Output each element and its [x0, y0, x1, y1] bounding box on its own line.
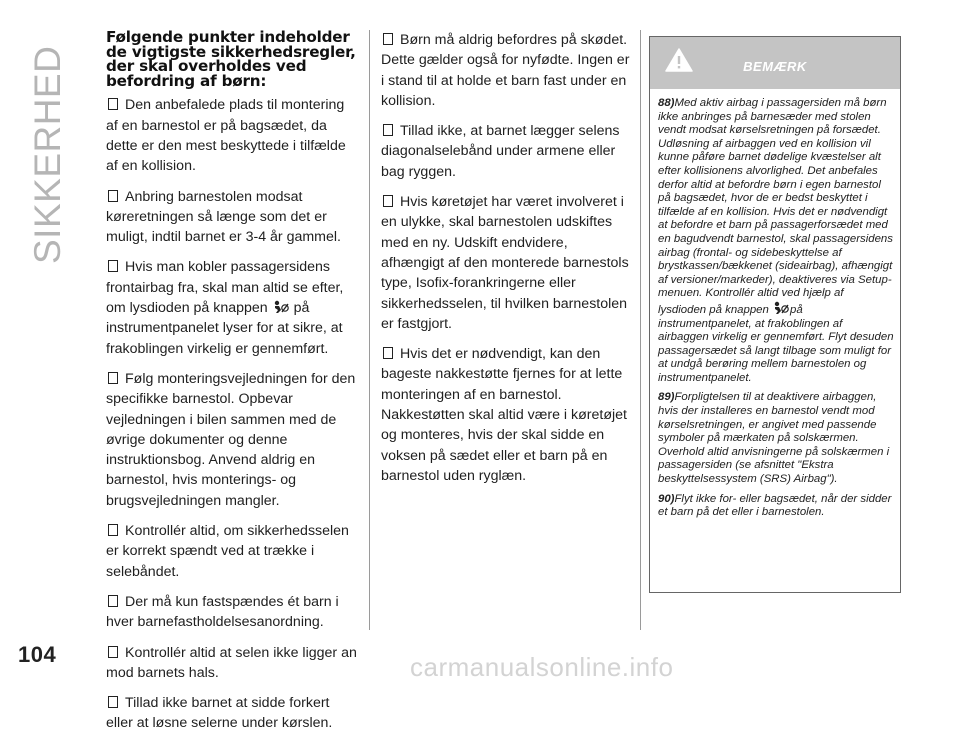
checkbox-icon [383, 347, 393, 359]
bullet-item: Hvis det er nødvendigt, kan den bageste nakkestøtte fjernes for at lette monteringen af en barnestol. Nakkestøtten skal altid være i køretøjet og monteres, hvis der skal sidde en voksen på sædet eller et barn på en barnestol uden ryglæn. [381, 346, 627, 484]
note-ref: 88) [658, 97, 675, 109]
section-heading: Følgende punkter indeholder de vigtigste sikkerhedsregler, der skal overholdes ved befordring af børn: [106, 28, 356, 90]
bullet-item: Den anbefalede plads til montering af en barnestol er på bagsædet, da dette er den mest beskyttede i tilfælde af en kollision. [106, 97, 346, 175]
note-body [650, 89, 900, 532]
bullet-item-airbag: Hvis man kobler passagersidens frontairbag fra, skal man altid se efter, om lysdioden på knappen på instrumentpanelet lyser for at sikre, at frakoblingen virkelig er gennemført. [106, 259, 344, 357]
bullet-item: Børn må aldrig befordres på skødet. Dette gælder også for nyfødte. Ingen er i stand til at holde et barn fast under en kollision. [381, 32, 630, 109]
column-divider [369, 30, 370, 630]
checkbox-icon [108, 190, 118, 202]
checkbox-icon [108, 646, 118, 658]
checkbox-icon [108, 98, 118, 110]
checkbox-icon [383, 195, 393, 207]
note-ref: 90) [658, 492, 675, 505]
note-title: BEMÆRK [743, 59, 807, 74]
bullet-item: Hvis køretøjet har været involveret i en ulykke, skal barnestolen udskiftes med en ny. Udskift endvidere, afhængigt af den monterede barnestols type, Isofix-forankringerne eller sikkerhedsselen, til hvilken barnestolen er fastgjort. [381, 194, 629, 332]
section-tab [14, 16, 70, 268]
column-divider [640, 30, 641, 630]
section-tab-text: SIKKERHED [27, 45, 68, 264]
note-item: 89)Forpligtelsen til at deaktivere airbaggen, hvis der installeres en barnestol vendt mod kørselsretningen, er angivet med passende symboler på mærkaten på solskærmen. Overhold altid anvisningerne på solskærmen i passagersiden (se afsnittet "Ekstra beskyttelsessystem (SRS) Airbag"). [658, 391, 890, 486]
checkbox-icon [383, 124, 393, 136]
airbag-off-icon [272, 300, 290, 314]
checkbox-icon [108, 260, 118, 272]
middle-column [381, 30, 631, 496]
bullet-item: Kontrollér altid, om sikkerhedsselen er korrekt spændt ved at trække i selebåndet. [106, 523, 349, 580]
airbag-off-icon [772, 301, 790, 315]
bullet-item: Kontrollér altid at selen ikke ligger an mod barnets hals. [106, 644, 357, 681]
checkbox-icon [108, 524, 118, 536]
bullet-item: Tillad ikke, at barnet lægger selens diagonalselebånd under armene eller bag ryggen. [381, 123, 620, 180]
note-box [649, 36, 901, 593]
checkbox-icon [108, 372, 118, 384]
bullet-item: Anbring barnestolen modsat køreretningen så længe som det er muligt, indtil barnet er 3-4 år gammel. [106, 188, 341, 246]
checkbox-icon [108, 595, 118, 607]
bullet-item: Der må kun fastspændes ét barn i hver barnefastholdelsesanordning. [106, 593, 339, 631]
checkbox-icon [383, 33, 393, 45]
section-tab-label [14, 16, 70, 268]
bullet-item: Følg monteringsvejledningen for den specifikke barnestol. Opbevar vejledningen i bilen sammen med de øvrige dokumenter og denne instruktionsbog. Anvend aldrig en barnestol, hvis monterings- og brugsvejledningen mangler. [106, 370, 356, 509]
note-ref: 89) [658, 391, 675, 404]
page-number: 104 [18, 642, 57, 667]
watermark: carmanualsonline.info [410, 652, 674, 682]
bullet-item: Tillad ikke barnet at sidde forkert eller at løsne selerne under kørslen. [106, 695, 333, 732]
note-header [650, 37, 900, 89]
note-item: 90)Flyt ikke for- eller bagsædet, når der sidder et barn på det eller i barnestolen. [658, 492, 892, 519]
note-item: 88)Med aktiv airbag i passagersiden må børn ikke anbringes på barnesæder med stolen vendt modsat kørselsretningen på forsædet. Udløsning af airbaggen ved en kollision vil kunne påføre barnet dødelige kvæstelser alt efter kollisionens alvorlighed. Det anbefales derfor altid at befordre børn i egen barnestol på bagsædet, hvor de er bedst beskyttet i tilfælde af en kollision. Hvis det er nødvendigt at befordre et barn på passagerforsædet med en bagudvendt barnestol, skal passagersidens airbag (frontal- og sidebeskyttelse af brystkassen/bækkenet (sideairbag), afhængigt af versioner/markeder), deaktiveres via Setup-menuen. Kontrollér altid ved hjælp af lysdioden på knappen på instrumentpanelet, at frakoblingen af airbaggen virkelig er gennemført. Flyt desuden passagersædet så langt tilbage som muligt for at undgå berøring mellem barnestolen og instrumentpanelet. [658, 97, 894, 384]
checkbox-icon [108, 696, 118, 708]
left-column [106, 30, 358, 744]
